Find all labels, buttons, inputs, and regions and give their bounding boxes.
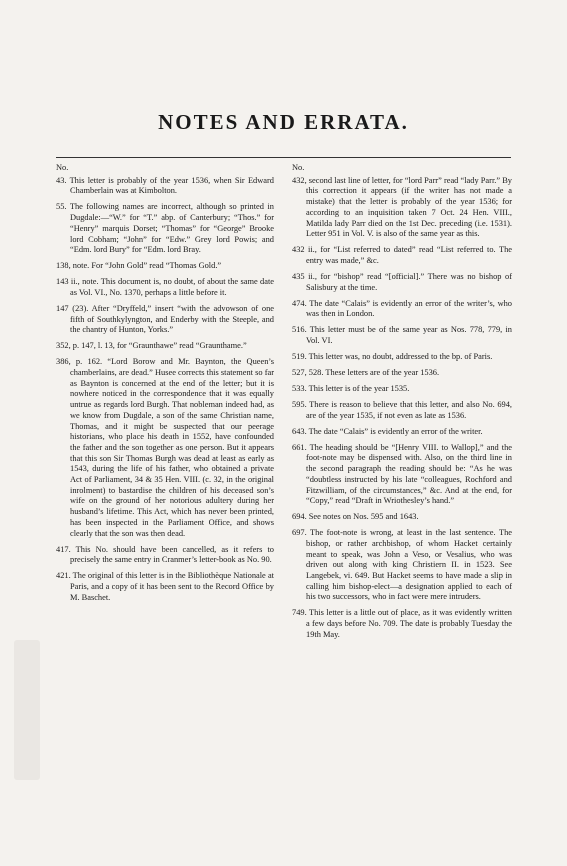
note-entry: 595. There is reason to believe that this letter, and also No. 694, are of the year 1535, if not even as late as 1536. xyxy=(292,400,512,420)
watermark-stamp xyxy=(14,640,40,780)
left-column xyxy=(56,163,274,609)
right-column-header: No. xyxy=(292,163,305,172)
note-entry: 432 ii., for “List referred to dated” read “List referred to. The entry was made,” &c. xyxy=(292,245,512,265)
note-entry: 435 ii., for “bishop” read “[official].” There was no bishop of Salisbury at the time. xyxy=(292,271,512,292)
note-entry: 43. This letter is probably of the year 1536, when Sir Edward Chamberlain was at Kimbolton. xyxy=(56,175,274,196)
note-entry: 421. The original of this letter is in the Bibliothèque Nationale at Paris, and a copy of it has been sent to the Record Office by M. Baschet. xyxy=(56,571,274,602)
note-entry: 386, p. 162. “Lord Borow and Mr. Baynton, the Queen’s chamberlains, are dead.” Husee corrects this statement so far as Baynton is concerned at the end of the letter; but it is nowhere noticed in the correspondence that it was equally untrue as regards lord Burgh. That nobleman indeed had, as we know from Dugdale, a son of the same Christian name, Thomas, and it might be suspected that our peerage historians, who place his death in 1552, have confounded the father and the son together as one person. But it appears that this son Sir Thomas Burgh was dead at least as early as 1543, during the life of his father, who obtained a private Act of Parliament, 34 & 35 Hen. VIII. (c. 32, in the original inrolment) to bastardise the children of his deceased son’s wife on the ground of her notorious adultery during her husband’s lifetime. This Act, which has never been printed, has been inspected in the Parliament Office, and shows clearly that the son was then dead. xyxy=(56,357,274,538)
note-entry: 147 (23). After “Dryffeld,” insert “with the advowson of one fifth of Southkylyngton, and Enderby with the Steeple, and the chantry of Hunton, Yorks.” xyxy=(56,303,274,335)
note-entry: 516. This letter must be of the same year as Nos. 778, 779, in Vol. VI. xyxy=(292,325,512,346)
note-entry: 643. The date “Calais” is evidently an error of the writer. xyxy=(292,426,483,436)
page-title: NOTES AND ERRATA. xyxy=(158,110,409,134)
note-entry: 527, 528. These letters are of the year 1536. xyxy=(292,368,440,378)
note-entry: 55. The following names are incorrect, although so printed in Dugdale:—“W.” for “T.” abp. of Canterbury; “Thos.” for “Henry” marquis Dorset; “Thomas” for “George” Brooke lord Cobham; “John” for “Edw.” Grey lord Powis; and “Edm. lord Bury” for “Edm. lord Bray. xyxy=(56,202,274,255)
note-entry: 661. The heading should be “[Henry VIII. to Wallop],” and the foot-note may be dispensed with. Also, on the third line in the second paragraph the reading should be: “As he was “doubtless instructed by his late “colleagues, Rochford and Fitzwilliam, of the circumstances,” &c. And at the end, for “Copy,” read “Draft in Wriothesley’s hand.” xyxy=(292,442,512,506)
title-rule xyxy=(56,157,511,158)
note-entry: 417. This No. should have been cancelled, as it refers to precisely the same entry in Cranmer’s letter-book as No. 90. xyxy=(56,544,274,565)
note-entry: 432, second last line of letter, for “lord Parr” read “lady Parr.” By this correction it appears (if the writer has not made a mistake) that the letter is probably of the year 1536; for according to an inquisition taken 7 Oct. 24 Hen. VIII., Matilda lady Parr died on the 1st Dec. preceding (i.e. 1531). Letter 951 in Vol. V. is also of the same year as this. xyxy=(292,175,512,239)
note-entry: 694. See notes on Nos. 595 and 1643. xyxy=(292,512,419,522)
note-entry: 352, p. 147, l. 13, for “Graunthawe” read “Graunthame.” xyxy=(56,341,247,351)
right-column xyxy=(292,163,512,646)
note-entry: 138, note. For “John Gold” read “Thomas Gold.” xyxy=(56,261,222,271)
left-column-header: No. xyxy=(56,163,69,172)
note-entry: 533. This letter is of the year 1535. xyxy=(292,384,410,394)
note-entry: 519. This letter was, no doubt, addressed to the bp. of Paris. xyxy=(292,352,493,362)
note-entry: 143 ii., note. This document is, no doubt, of about the same date as Vol. VI., No. 1370, perhaps a little before it. xyxy=(56,277,274,297)
note-entry: 697. The foot-note is wrong, at least in the last sentence. The bishop, or rather archbishop, of whom Hacket certainly meant to speak, was John a Veso, or Vesalius, who was driven out along with king Christiern II. in 1523. See Langebek, vi. 649. But Hacket seems to have made a slip in calling him bishop-elect—a designation applied to each of his two successors, who in fact were mere intruders. xyxy=(292,528,512,602)
note-entry: 474. The date “Calais” is evidently an error of the writer’s, who was then in London. xyxy=(292,298,512,319)
note-entry: 749. This letter is a little out of place, as it was evidently written a few days before No. 709. The date is probably Tuesday the 19th May. xyxy=(292,608,512,639)
